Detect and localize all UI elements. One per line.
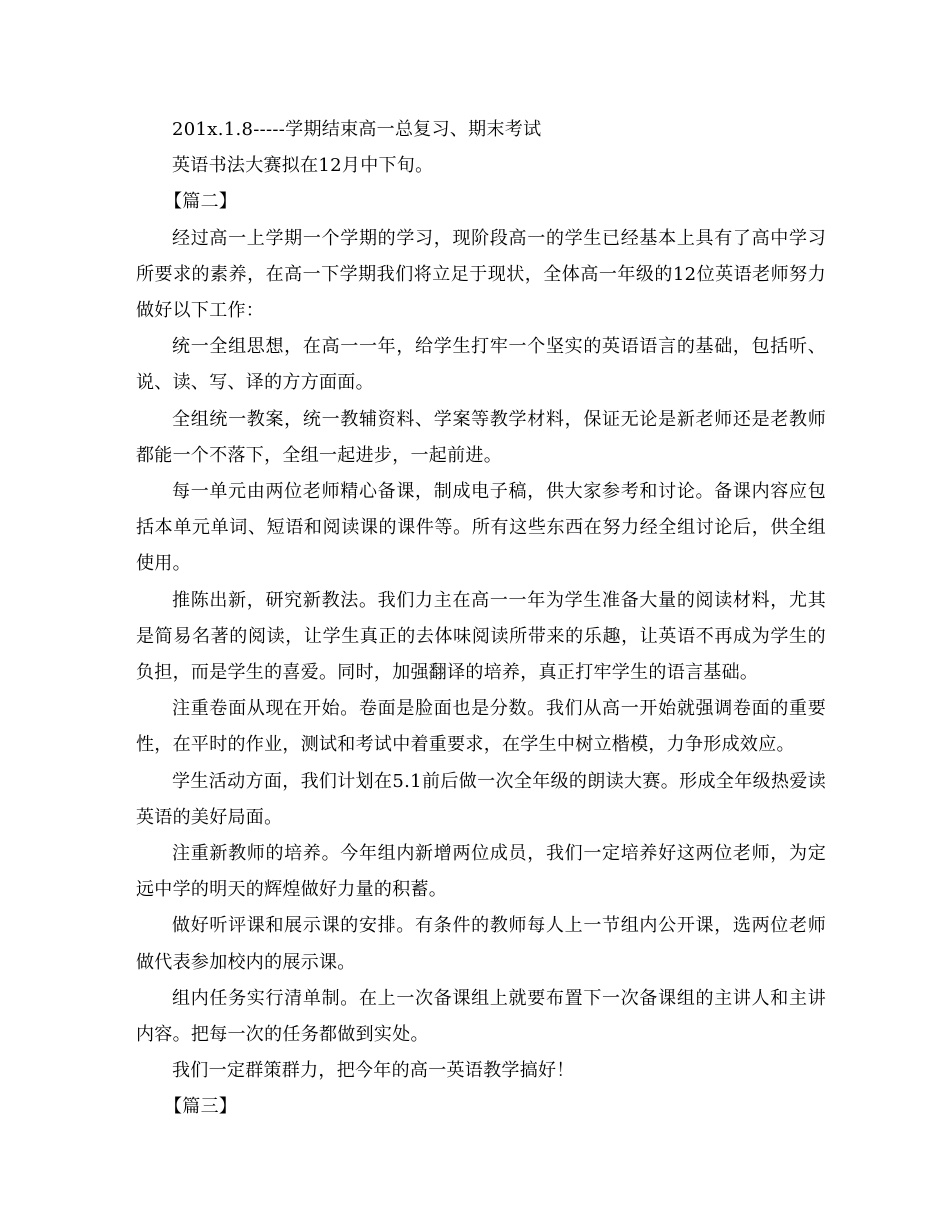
paragraph-calligraphy-contest: 英语书法大赛拟在12月中下旬。: [172, 155, 434, 177]
paragraph-schedule-line: 201x.1.8-----学期结束高一总复习、期末考试: [172, 119, 542, 140]
paragraph-closing: 我们一定群策群力，把今年的高一英语教学搞好！: [172, 1060, 575, 1082]
paragraph-unify-lesson-plans: 全组统一教案，统一教辅资料、学案等教学材料，保证无论是新老师还是老教师都能一个不落下，全组一起进步，一起前进。: [136, 408, 826, 466]
paragraph-unit-preparation: 每一单元由两位老师精心备课，制成电子稿，供大家参考和讨论。备课内容应包括本单元单词、短语和阅读课的课件等。所有这些东西在努力经全组讨论后，供全组使用。: [136, 481, 826, 575]
paragraph-paper-neatness: 注重卷面从现在开始。卷面是脸面也是分数。我们从高一开始就强调卷面的重要性，在平时的作业，测试和考试中着重要求，在学生中树立楷模，力争形成效应。: [136, 698, 826, 756]
section-heading-part-two: 【篇二】: [164, 191, 238, 213]
paragraph-unify-thinking: 统一全组思想，在高一一年，给学生打牢一个坚实的英语语言的基础，包括听、说、读、写、译的方方面面。: [136, 336, 826, 394]
paragraph-demo-lessons: 做好听评课和展示课的安排。有条件的教师每人上一节组内公开课，选两位老师做代表参加校内的展示课。: [136, 915, 826, 973]
document-body: [136, 112, 826, 1126]
paragraph-new-teaching-methods: 推陈出新，研究新教法。我们力主在高一一年为学生准备大量的阅读材料，尤其是简易名著的阅读，让学生真正的去体味阅读所带来的乐趣，让英语不再成为学生的负担，而是学生的喜爱。同时，加强翻译的培养，真正打牢学生的语言基础。: [136, 589, 826, 684]
section-heading-part-three: 【篇三】: [164, 1096, 238, 1118]
paragraph-intro: 经过高一上学期一个学期的学习，现阶段高一的学生已经基本上具有了高中学习所要求的素养，在高一下学期我们将立足于现状，全体高一年级的12位英语老师努力做好以下工作：: [136, 227, 826, 322]
paragraph-task-checklist: 组内任务实行清单制。在上一次备课组上就要布置下一次备课组的主讲人和主讲内容。把每一次的任务都做到实处。: [136, 987, 826, 1046]
paragraph-student-activities: 学生活动方面，我们计划在5.1前后做一次全年级的朗读大赛。形成全年级热爱读英语的美好局面。: [136, 770, 826, 828]
paragraph-new-teacher-training: 注重新教师的培养。今年组内新增两位成员，我们一定培养好这两位老师，为定远中学的明天的辉煌做好力量的积蓄。: [136, 843, 826, 901]
